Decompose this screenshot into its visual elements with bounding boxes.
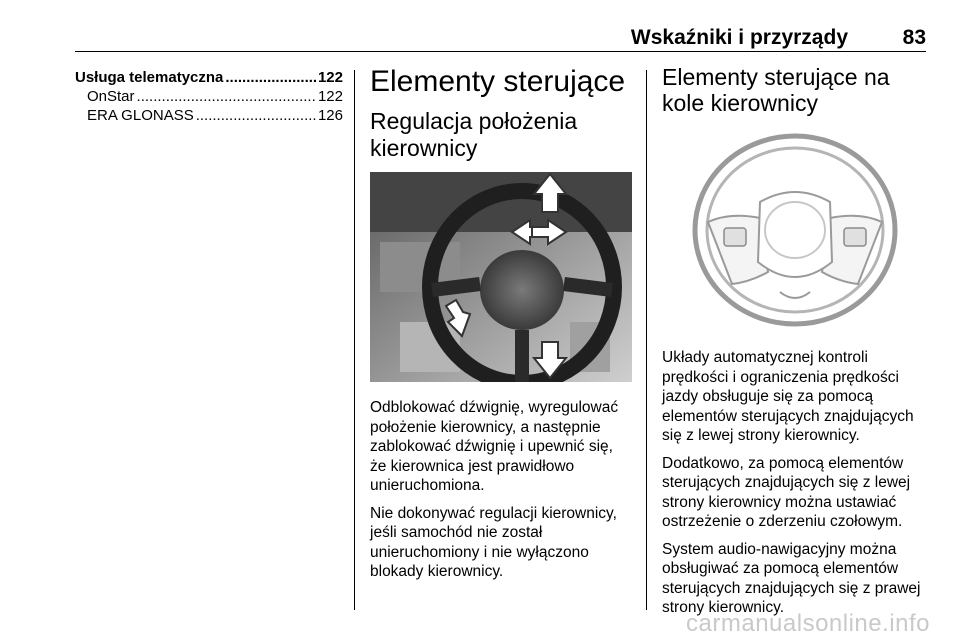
toc-entry-onstar[interactable] <box>75 87 343 106</box>
column-divider-left <box>354 70 355 610</box>
header-rule <box>75 51 926 52</box>
paragraph: Dodatkowo, za pomocą elementów sterujących znajdujących się z lewej strony kierownicy można ustawiać ostrzeżenie o zderzeniu czołowym. <box>662 454 911 530</box>
paragraph: System audio-nawigacyjny można obsługiwać za pomocą elementów sterujących znajdujących się z prawej strony kierownicy. <box>662 540 921 616</box>
toc-entry-era-glonass[interactable] <box>75 106 343 125</box>
toc-entry-label: ERA GLONASS <box>87 107 194 124</box>
toc-leader-dots <box>196 106 316 125</box>
toc-entry-telematics[interactable] <box>75 68 343 87</box>
section-wheel-controls-text <box>662 348 926 618</box>
section-title: Elementy sterujące na kole kierownicy <box>662 64 890 116</box>
paragraph: Nie dokonywać regulacji kierownicy, jeśli samochód nie został unieruchomiony i nie wyłączono blokady kierownicy. <box>370 504 617 580</box>
paragraph: Odblokować dźwignię, wyregulować położenie kierownicy, a następnie zablokować dźwignię i upewnić się, że kierownica jest prawidłowo unieruchomiona. <box>370 399 619 494</box>
section-controls-text <box>370 398 632 582</box>
toc-entry-page: 122 <box>317 69 343 86</box>
column-divider-right <box>646 70 647 610</box>
header-title: Wskaźniki i przyrządy <box>630 26 848 49</box>
toc-entry-label: Usługa telematyczna <box>75 69 224 86</box>
watermark: carmanualsonline.info <box>686 610 930 637</box>
toc-leader-dots <box>137 87 316 106</box>
toc <box>75 68 343 125</box>
toc-leader-dots <box>225 68 316 87</box>
subsection-title: Regulacja położenia kierownicy <box>370 108 578 161</box>
section-title: Elementy sterujące <box>370 65 626 98</box>
page-number: 83 <box>902 26 926 49</box>
steering-wheel-illustration <box>690 132 900 328</box>
section-controls <box>370 64 632 582</box>
steering-adjustment-photo <box>370 172 632 382</box>
section-wheel-controls <box>662 64 926 618</box>
toc-entry-page: 122 <box>317 88 343 105</box>
toc-entry-label: OnStar <box>87 88 135 105</box>
paragraph: Układy automatycznej kontroli prędkości i ograniczenia prędkości jazdy obsługuje się za pomocą elementów sterujących znajdujących się z lewej strony kierownicy. <box>662 349 914 444</box>
toc-entry-page: 126 <box>317 107 343 124</box>
